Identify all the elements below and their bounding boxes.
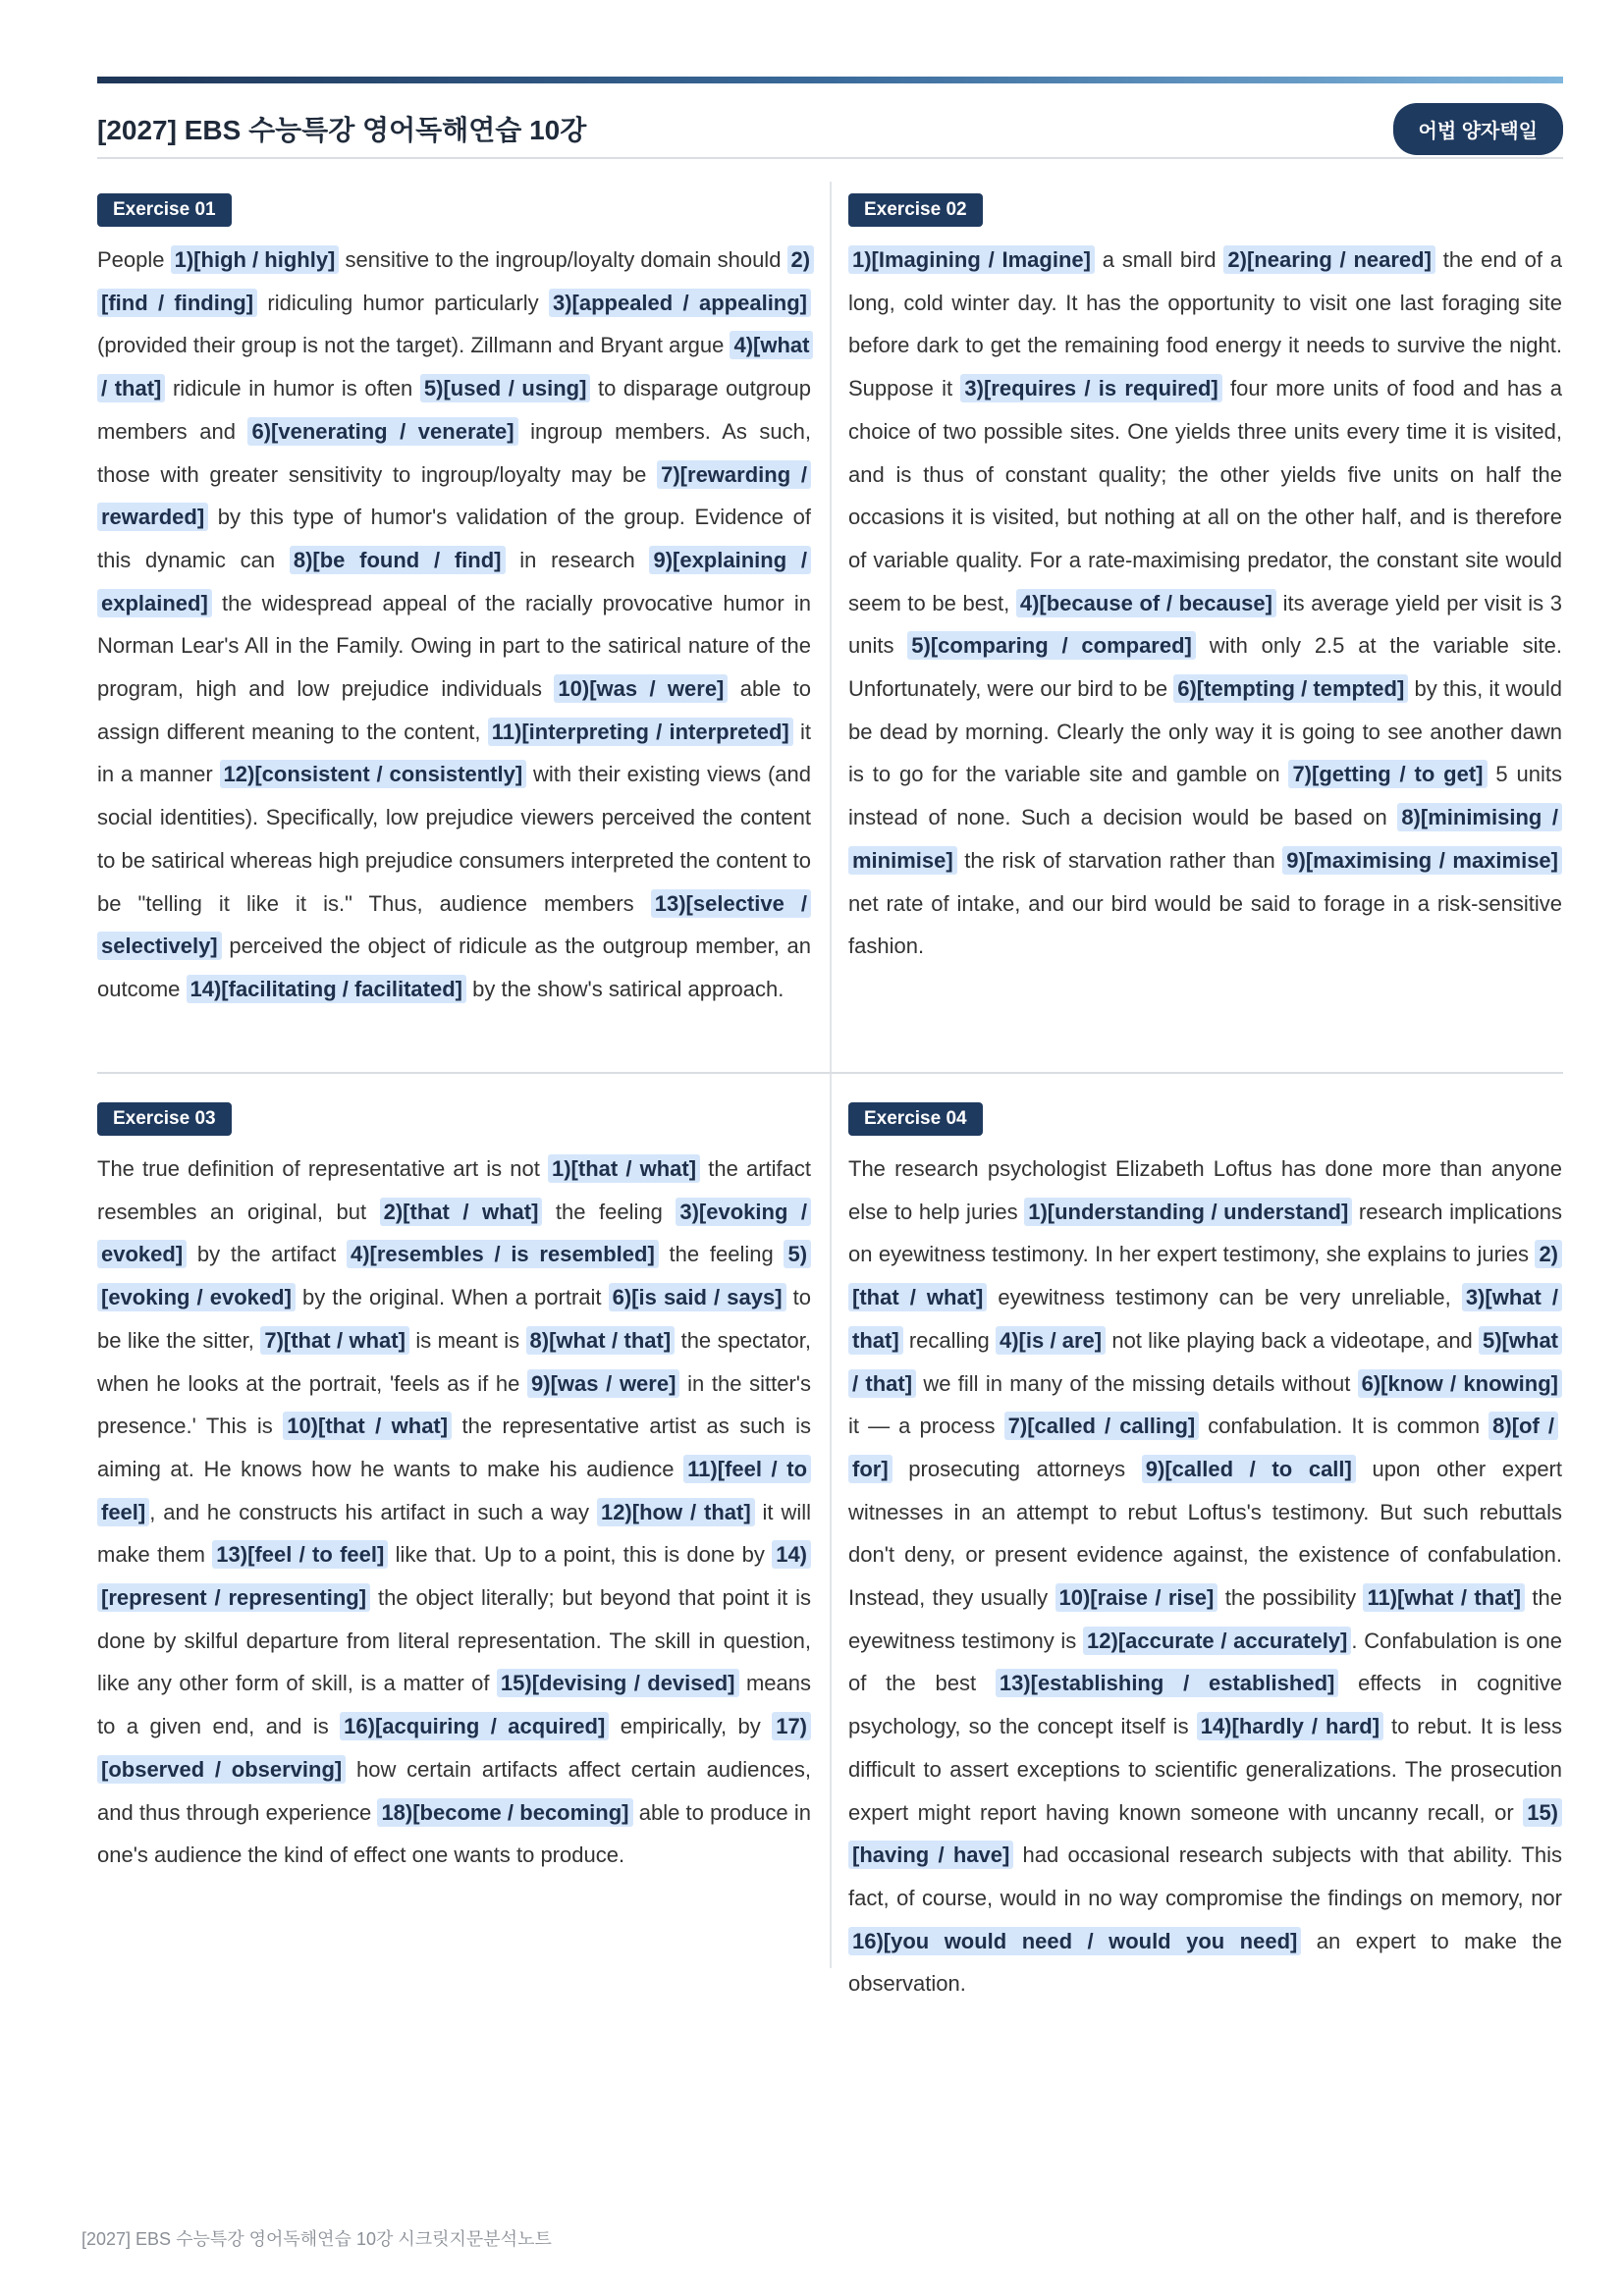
grammar-choice: 7)[called / calling] — [1004, 1412, 1200, 1440]
grammar-choice: 9)[was / were] — [527, 1369, 679, 1398]
grammar-choice: 11)[feel / to feel] — [97, 1455, 811, 1526]
row-divider — [97, 1072, 1563, 1074]
grammar-choice: 1)[that / what] — [548, 1154, 700, 1183]
grammar-choice: 16)[acquiring / acquired] — [340, 1712, 609, 1740]
grammar-choice: 5)[what / that] — [848, 1326, 1562, 1398]
grammar-choice: 6)[venerating / venerate] — [247, 417, 517, 446]
grammar-choice: 3)[what / that] — [848, 1283, 1562, 1355]
grammar-choice: 4)[because of / because] — [1016, 589, 1276, 617]
grammar-choice: 1)[Imagining / Imagine] — [848, 245, 1095, 274]
exercise-03 — [97, 1102, 811, 1877]
exercise-02 — [848, 193, 1562, 968]
grammar-choice: 16)[you would need / would you need] — [848, 1927, 1301, 1955]
grammar-choice: 18)[become / becoming] — [377, 1798, 632, 1827]
grammar-choice: 5)[evoking / evoked] — [97, 1240, 811, 1311]
grammar-choice: 2)[nearing / neared] — [1223, 245, 1435, 274]
grammar-choice: 14)[represent / representing] — [97, 1540, 811, 1612]
grammar-choice: 5)[comparing / compared] — [907, 631, 1196, 660]
page-header — [97, 100, 1563, 157]
grammar-choice: 7)[that / what] — [260, 1326, 409, 1355]
exercise-tag: Exercise 02 — [848, 193, 983, 227]
grammar-choice: 8)[minimising / minimise] — [848, 803, 1562, 875]
grammar-choice: 8)[of / for] — [848, 1412, 1558, 1483]
grammar-choice: 2)[find / finding] — [97, 245, 814, 317]
grammar-choice: 12)[how / that] — [597, 1498, 755, 1526]
page-title: [2027] EBS 수능특강 영어독해연습 10강 — [97, 115, 587, 145]
exercise-04 — [848, 1102, 1562, 2005]
grammar-choice: 6)[know / knowing] — [1358, 1369, 1562, 1398]
grammar-choice: 9)[explaining / explained] — [97, 546, 811, 617]
grammar-choice: 5)[used / using] — [420, 374, 591, 402]
grammar-choice: 1)[understanding / understand] — [1024, 1198, 1352, 1226]
page-footer: [2027] EBS 수능특강 영어독해연습 10강 시크릿지문분석노트 — [81, 2229, 552, 2249]
exercise-tag: Exercise 04 — [848, 1102, 983, 1136]
grammar-choice: 13)[feel / to feel] — [212, 1540, 388, 1569]
grammar-choice: 8)[be found / find] — [290, 546, 506, 574]
grammar-choice: 10)[that / what] — [283, 1412, 452, 1440]
header-accent-bar — [97, 77, 1563, 83]
exercise-tag: Exercise 01 — [97, 193, 232, 227]
grammar-choice: 3)[requires / is required] — [960, 374, 1221, 402]
grammar-choice: 7)[rewarding / rewarded] — [97, 460, 811, 532]
grammar-choice: 3)[appealed / appealing] — [549, 289, 811, 317]
grammar-choice: 2)[that / what] — [848, 1240, 1562, 1311]
exercise-text: 1)[Imagining / Imagine] a small bird 2)[nearing / neared] the end of a long, cold winter day. It has the opportunity to visit one last foraging site before dark to get the remaining food energy it needs to survive the night. Suppose it 3)[requires / is required] four more units of food and has a choice of two possible sites. One yields three units every time it is visited, and is thus of constant quality; the other yields five units on half the occasions it is visited, but nothing at all on the other half, and is therefore of variable quality. For a rate-maximising predator, the constant site would seem to be best, 4)[because of / because] its average yield per visit is 3 units 5)[comparing / compared] with only 2.5 at the variable site. Unfortunately, were our bird to be 6)[tempting / tempted] by this, it would be dead by morning. Clearly the only way it is going to see another dawn is to go for the variable site and gamble on 7)[getting / to get] 5 units instead of none. Such a decision would be based on 8)[minimising / minimise] the risk of starvation rather than 9)[maximising / maximise] net rate of intake, and our bird would be said to forage in a risk-sensitive fashion. — [848, 247, 1563, 959]
grammar-choice: 4)[resembles / is resembled] — [347, 1240, 659, 1268]
header-divider — [97, 157, 1563, 159]
grammar-choice: 9)[called / to call] — [1142, 1455, 1356, 1483]
grammar-choice: 11)[what / that] — [1363, 1583, 1525, 1612]
exercise-01 — [97, 193, 811, 1011]
grammar-choice: 10)[raise / rise] — [1055, 1583, 1218, 1612]
exercise-text: The research psychologist Elizabeth Loftus has done more than anyone else to help juries 1)[understanding / understand] research implications on eyewitness testimony. In her expert testimony, she explains to juries 2)[that / what] eyewitness testimony can be very unreliable, 3)[what / that] recalling 4)[is / are] not like playing back a videotape, and 5)[what / that] we fill in many of the missing details without 6)[know / knowing] it — a process 7)[called / calling] confabulation. It is common 8)[of / for] prosecuting attorneys 9)[called / to call] upon other expert witnesses in an attempt to rebut Loftus's testimony. But such rebuttals don't deny, or present evidence against, the existence of confabulation. Instead, they usually 10)[raise / rise] the possibility 11)[what / that] the eyewitness testimony is 12)[accurate / accurately] . Confabulation is one of the best 13)[establishing / established] effects in cognitive psychology, so the concept itself is 14)[hardly / hard] to rebut. It is less difficult to assert exceptions to scientific generalizations. The prosecution expert might report having known someone with uncanny recall, or 15)[having / have] had occasional research subjects with that ability. This fact, of course, would in no way compromise the findings on memory, nor 16)[you would need / would you need] an expert to make the observation. — [848, 1156, 1562, 1997]
grammar-choice: 12)[consistent / consistently] — [220, 760, 527, 788]
grammar-choice: 4)[is / are] — [996, 1326, 1106, 1355]
grammar-choice: 13)[selective / selectively] — [97, 889, 811, 961]
grammar-choice: 13)[establishing / established] — [996, 1669, 1339, 1697]
grammar-choice: 1)[high / highly] — [171, 245, 340, 274]
grammar-choice: 6)[tempting / tempted] — [1173, 674, 1408, 703]
column-divider — [830, 182, 832, 1968]
exercise-tag: Exercise 03 — [97, 1102, 232, 1136]
grammar-choice: 10)[was / were] — [554, 674, 728, 703]
exercise-text: The true definition of representative art is not 1)[that / what] the artifact resembles an original, but 2)[that / what] the feeling 3)[evoking / evoked] by the artifact 4)[resembles / is resembled] the feeling 5)[evoking / evoked] by the original. When a portrait 6)[is said / says] to be like the sitter, 7)[that / what] is meant is 8)[what / that] the spectator, when he looks at the portrait, 'feels as if he 9)[was / were] in the sitter's presence.' This is 10)[that / what] the representative artist as such is aiming at. He knows how he wants to make his audience 11)[feel / to feel] , and he constructs his artifact in such a way 12)[how / that] it will make them 13)[feel / to feel] like that. Up to a point, this is done by 14)[represent / representing] the object literally; but beyond that point it is done by skilful departure from literal representation. The skill in question, like any other form of skill, is a matter of 15)[devising / devised] means to a given end, and is 16)[acquiring / acquired] empirically, by 17)[observed / observing] how certain artifacts affect certain audiences, and thus through experience 18)[become / becoming] able to produce in one's audience the kind of effect one wants to produce. — [97, 1156, 812, 1868]
grammar-choice: 15)[having / have] — [848, 1798, 1562, 1870]
grammar-choice: 11)[interpreting / interpreted] — [488, 718, 793, 746]
grammar-choice: 14)[hardly / hard] — [1197, 1712, 1383, 1740]
grammar-choice: 15)[devising / devised] — [497, 1669, 739, 1697]
grammar-choice: 4)[what / that] — [97, 331, 813, 402]
grammar-choice: 14)[facilitating / facilitated] — [187, 975, 467, 1003]
grammar-choice: 9)[maximising / maximise] — [1282, 846, 1562, 875]
grammar-choice: 6)[is said / says] — [609, 1283, 786, 1311]
grammar-choice: 2)[that / what] — [380, 1198, 543, 1226]
grammar-choice: 7)[getting / to get] — [1288, 760, 1487, 788]
grammar-choice: 3)[evoking / evoked] — [97, 1198, 811, 1269]
exercise-text: People 1)[high / highly] sensitive to the ingroup/loyalty domain should 2)[find / finding] ridiculing humor particularly 3)[appealed / appealing] (provided their group is not the target). Zillmann and Bryant argue 4)[what / that] ridicule in humor is often 5)[used / using] to disparage outgroup members and 6)[venerating / venerate] ingroup members. As such, those with greater sensitivity to ingroup/loyalty may be 7)[rewarding / rewarded] by this type of humor's validation of the group. Evidence of this dynamic can 8)[be found / find] in research 9)[explaining / explained] the widespread appeal of the racially provocative humor in Norman Lear's All in the Family. Owing in part to the satirical nature of the program, high and low prejudice individuals 10)[was / were] able to assign different meaning to the content, 11)[interpreting / interpreted] it in a manner 12)[consistent / consistently] with their existing views (and social identities). Specifically, low prejudice viewers perceived the content to be satirical whereas high prejudice consumers interpreted the content to be "telling it like it is." Thus, audience members 13)[selective / selectively] perceived the object of ridicule as the outgroup member, an outcome 14)[facilitating / facilitated] by the show's satirical approach. — [97, 239, 811, 1011]
category-badge: 어법 양자택일 — [1393, 103, 1563, 155]
grammar-choice: 12)[accurate / accurately] — [1083, 1627, 1351, 1655]
grammar-choice: 8)[what / that] — [526, 1326, 676, 1355]
grammar-choice: 17)[observed / observing] — [97, 1712, 811, 1784]
